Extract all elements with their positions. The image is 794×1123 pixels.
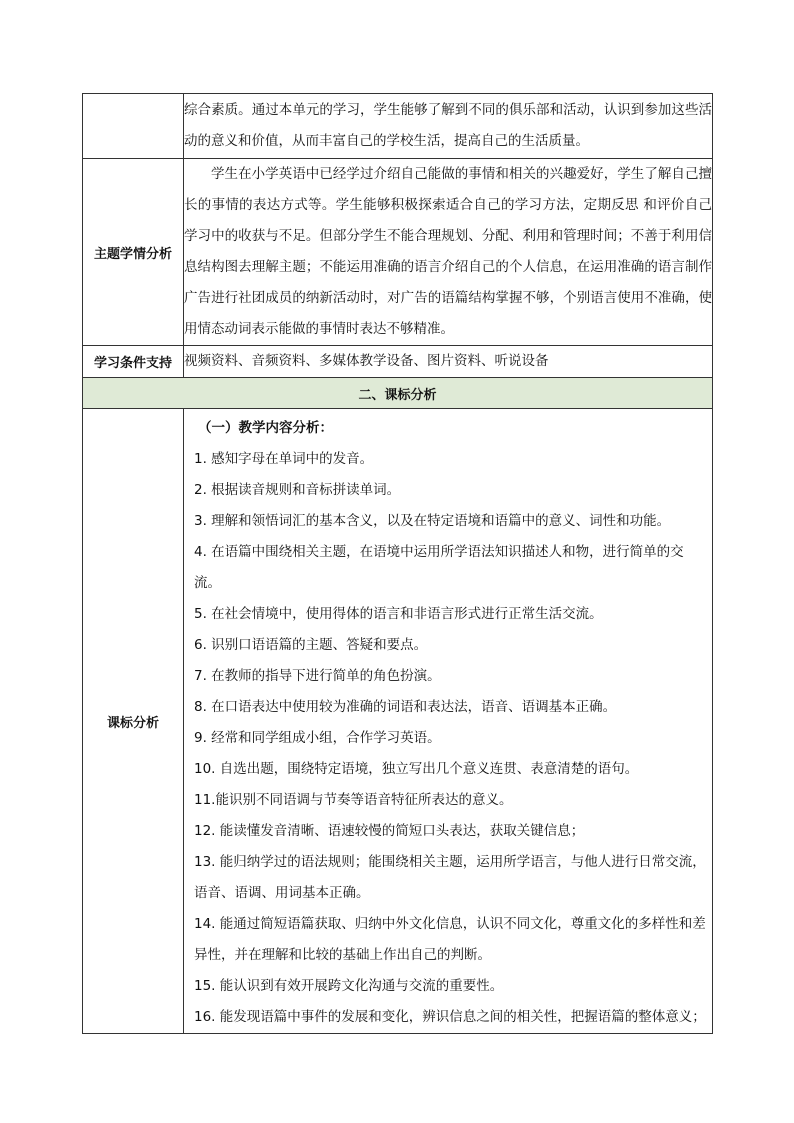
list-item: 8. 在口语表达中使用较为准确的词语和表达法，语音、语调基本正确。 [194, 699, 617, 715]
table-row [83, 409, 713, 1034]
row-content [184, 94, 713, 159]
list-item: 2. 根据读音规则和音标拼读单词。 [194, 482, 401, 498]
table-row [83, 94, 713, 159]
list-item: 9. 经常和同学组成小组，合作学习英语。 [194, 730, 441, 746]
row-content [184, 159, 713, 346]
list-item: 3. 理解和领悟词汇的基本含义，以及在特定语境和语篇中的意义、词性和功能。 [194, 513, 671, 529]
list-item: 7. 在教师的指导下进行简单的角色扮演。 [194, 668, 441, 684]
lesson-plan-table [82, 93, 713, 1034]
row-label-standards: 课标分析 [83, 409, 184, 1034]
standards-list [184, 409, 713, 1034]
row-label-learner-analysis: 主题学情分析 [83, 159, 184, 346]
list-item: 10. 自选出题，围绕特定语境，独立写出几个意义连贯、表意清楚的语句。 [194, 761, 639, 777]
list-item: 5. 在社会情境中，使用得体的语言和非语言形式进行正常生活交流。 [194, 606, 603, 622]
table-row [83, 159, 713, 346]
paragraph: 视频资料、音频资料、多媒体教学设备、图片资料、听说设备 [184, 353, 549, 369]
paragraph: 综合素质。通过本单元的学习，学生能够了解到不同的俱乐部和活动，认识到参加这些活动的意义和价值，从而丰富自己的学校生活，提高自己的生活质量。 [184, 102, 712, 149]
list-item: 4. 在语篇中围绕相关主题，在语境中运用所学语法知识描述人和物，进行简单的交流。 [194, 544, 684, 591]
table-row [83, 346, 713, 378]
paragraph: 学生在小学英语中已经学过介绍自己能做的事情和相关的兴趣爱好，学生了解自己擅长的事情的表达方式等。学生能够积极探索适合自己的学习方法，定期反思 和评价自己学习中的收获与不足。但部分学生不能合理规划、分配、利用和管理时间；不善于利用信息结构图去理解主题；不能运用准确的语言介绍自己的个人信息，在运用准确的语言制作广告进行社团成员的纳新活动时，对广告的语篇结构掌握不够，个别语言使用不准确，使用情态动词表示能做的事情时表达不够精准。 [184, 166, 712, 337]
list-item: 11.能识别不同语调与节奏等语音特征所表达的意义。 [194, 792, 513, 808]
list-item: 12. 能读懂发音清晰、语速较慢的简短口头表达，获取关键信息； [194, 823, 585, 839]
section-title: 二、课标分析 [83, 378, 713, 409]
list-item: 16. 能发现语篇中事件的发展和变化，辨识信息之间的相关性，把握语篇的整体意义； [194, 1009, 706, 1025]
list-item: 14. 能通过简短语篇获取、归纳中外文化信息，认识不同文化，尊重文化的多样性和差异性，并在理解和比较的基础上作出自己的判断。 [194, 916, 706, 963]
row-label [83, 94, 184, 159]
list-item: 13. 能归纳学过的语法规则；能围绕相关主题，运用所学语言，与他人进行日常交流，语音、语调、用词基本正确。 [194, 854, 706, 901]
row-label-learning-support: 学习条件支持 [83, 346, 184, 378]
list-item: 1. 感知字母在单词中的发音。 [194, 451, 374, 467]
list-item: 15. 能认识到有效开展跨文化沟通与交流的重要性。 [194, 978, 504, 994]
list-heading: （一）教学内容分析： [198, 420, 333, 436]
list-item: 6. 识别口语语篇的主题、答疑和要点。 [194, 637, 428, 653]
section-header-row [83, 378, 713, 409]
row-content [184, 346, 713, 378]
